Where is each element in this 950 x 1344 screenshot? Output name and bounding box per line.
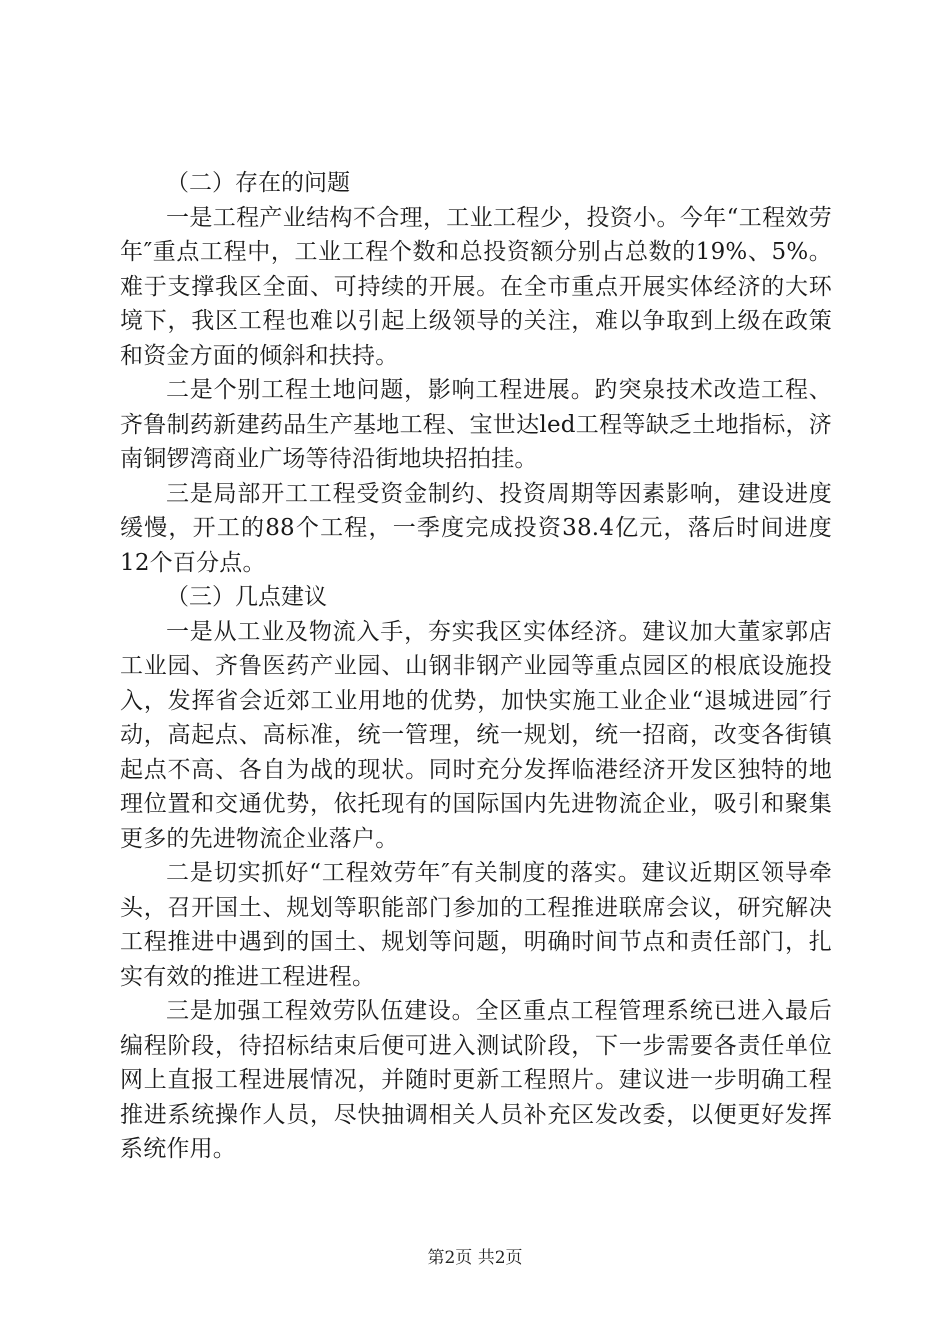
paragraph-problem-2: 二是个别工程土地问题，影响工程进展。趵突泉技术改造工程、齐鲁制药新建药品生产基地工程、宝世达led工程等缺乏土地指标，济南铜锣湾商业广场等待沿街地块招拍挂。 bbox=[120, 377, 832, 472]
paragraph-suggestion-1: 一是从工业及物流入手，夯实我区实体经济。建议加大董家郭店工业园、齐鲁医药产业园、山钢非钢产业园等重点园区的根底设施投入，发挥省会近郊工业用地的优势，加快实施工业企业“退城进园″行动，高起点、高标准，统一管理，统一规划，统一招商，改变各街镇起点不高、各自为战的现状。同时充分发挥临港经济开发区独特的地理位置和交通优势，依托现有的国际国内先进物流企业，吸引和聚集更多的先进物流企业落户。 bbox=[120, 618, 832, 852]
section-heading-suggestions: （三）几点建议 bbox=[166, 584, 327, 610]
page-number-footer: 第2页 共2页 bbox=[427, 1248, 523, 1268]
paragraph-problem-1: 一是工程产业结构不合理，工业工程少，投资小。今年“工程效劳年″重点工程中，工业工程个数和总投资额分别占总数的19%、5%。难于支撑我区全面、可持续的开展。在全市重点开展实体经济的大环境下，我区工程也难以引起上级领导的关注，难以争取到上级在政策和资金方面的倾斜和扶持。 bbox=[120, 204, 832, 369]
paragraph-problem-3: 三是局部开工工程受资金制约、投资周期等因素影响，建设进度缓慢，开工的88个工程，一季度完成投资38.4亿元，落后时间进度12个百分点。 bbox=[120, 480, 832, 576]
paragraph-suggestion-3: 三是加强工程效劳队伍建设。全区重点工程管理系统已进入最后编程阶段，待招标结束后便可进入测试阶段，下一步需要各责任单位网上直报工程进展情况，并随时更新工程照片。建议进一步明确工程推进系统操作人员，尽快抽调相关人员补充区发改委，以便更好发挥系统作用。 bbox=[120, 998, 832, 1162]
paragraph-suggestion-2: 二是切实抓好“工程效劳年″有关制度的落实。建议近期区领导牵头，召开国土、规划等职能部门参加的工程推进联席会议，研究解决工程推进中遇到的国土、规划等问题，明确时间节点和责任部门，扎实有效的推进工程进程。 bbox=[120, 860, 832, 990]
section-heading-problems: （二）存在的问题 bbox=[166, 170, 350, 196]
document-body bbox=[120, 166, 832, 1167]
